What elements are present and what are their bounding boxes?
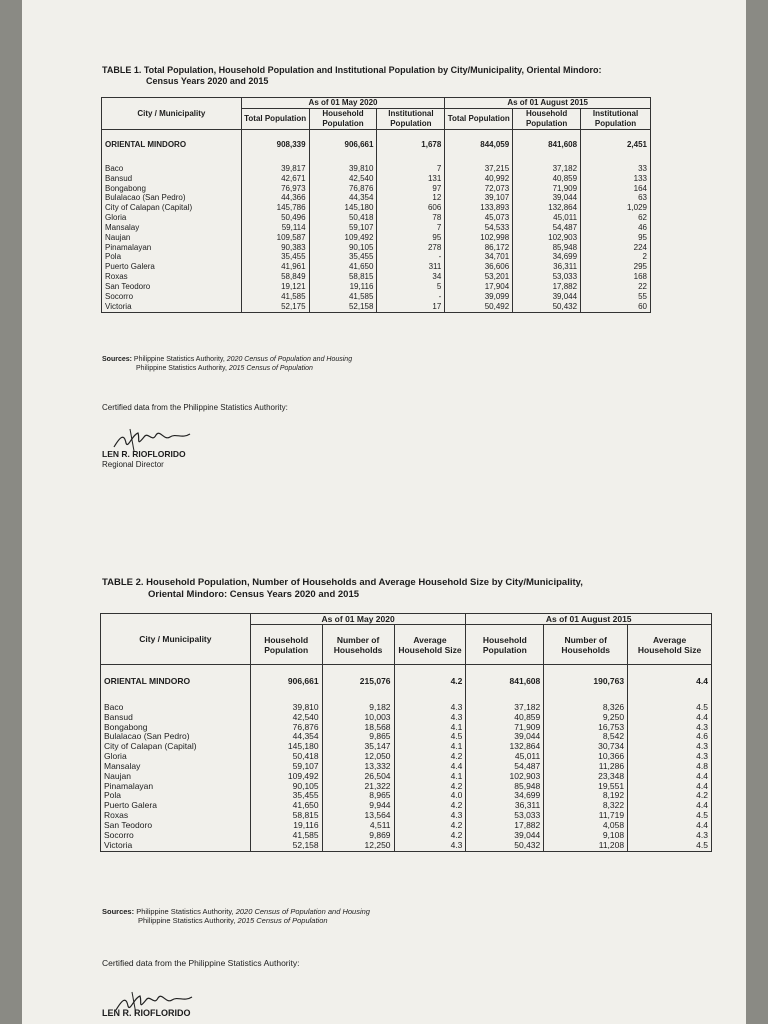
value-cell: 35,455 — [309, 252, 377, 262]
table1-header-2020: As of 01 May 2020 — [241, 98, 445, 109]
value-cell: 4.1 — [394, 723, 466, 733]
value-cell: 54,533 — [445, 223, 513, 233]
value-cell: 55 — [581, 292, 651, 302]
value-cell: 50,418 — [250, 752, 322, 762]
value-cell: 1,678 — [377, 140, 445, 150]
table2-caption-line2: Oriental Mindoro: Census Years 2020 and 2015 — [148, 589, 360, 600]
value-cell: 4.3 — [628, 723, 712, 733]
value-cell: 60 — [581, 302, 651, 312]
value-cell: 4.2 — [628, 791, 712, 801]
value-cell: 45,011 — [513, 213, 581, 223]
value-cell: 50,418 — [309, 213, 377, 223]
value-cell: 41,650 — [250, 801, 322, 811]
value-cell: 42,540 — [309, 174, 377, 184]
value-cell: 131 — [377, 174, 445, 184]
value-cell: 58,815 — [250, 811, 322, 821]
value-cell: 295 — [581, 262, 651, 272]
value-cell: 2 — [581, 252, 651, 262]
value-cell: 4.0 — [394, 791, 466, 801]
value-cell: 9,108 — [544, 831, 628, 841]
value-cell: 102,998 — [445, 233, 513, 243]
value-cell: 4.2 — [394, 782, 466, 792]
value-cell: 168 — [581, 272, 651, 282]
value-cell: 39,099 — [445, 292, 513, 302]
table2-source2-title: 2015 Census of Population — [237, 916, 328, 925]
value-cell: 4.3 — [394, 713, 466, 723]
value-cell: 40,859 — [466, 713, 544, 723]
value-cell: 145,180 — [250, 742, 322, 752]
table2-caption-line1: TABLE 2. Household Population, Number of Households and Average Household Size by City/Municipality, — [102, 577, 583, 588]
municipality-cell: Puerto Galera — [101, 801, 251, 811]
value-cell: 4.4 — [628, 677, 712, 687]
table2-header-2015: As of 01 August 2015 — [466, 614, 712, 625]
value-cell: 4.2 — [394, 677, 466, 687]
value-cell: 71,909 — [513, 184, 581, 194]
table1-header-household-2020: Household Population — [309, 109, 377, 130]
value-cell: 37,182 — [466, 703, 544, 713]
table-row — [102, 213, 651, 223]
municipality-cell: Bongabong — [102, 184, 242, 194]
value-cell: 45,011 — [466, 752, 544, 762]
value-cell: 50,432 — [513, 302, 581, 312]
value-cell: 12 — [377, 193, 445, 203]
value-cell: 132,864 — [466, 742, 544, 752]
municipality-cell: Victoria — [102, 302, 242, 312]
value-cell: 19,121 — [241, 282, 309, 292]
value-cell: 54,487 — [466, 762, 544, 772]
value-cell: 606 — [377, 203, 445, 213]
municipality-cell: Pola — [101, 791, 251, 801]
value-cell: 109,492 — [309, 233, 377, 243]
value-cell: 841,608 — [466, 677, 544, 687]
table1-body — [102, 130, 651, 313]
table2-body — [101, 665, 712, 852]
value-cell: 62 — [581, 213, 651, 223]
value-cell: 7 — [377, 223, 445, 233]
value-cell: 58,849 — [241, 272, 309, 282]
value-cell: 4.1 — [394, 742, 466, 752]
municipality-cell: San Teodoro — [101, 821, 251, 831]
value-cell: 19,551 — [544, 782, 628, 792]
municipality-cell: Naujan — [101, 772, 251, 782]
value-cell: 133,893 — [445, 203, 513, 213]
table2-header-hhpop-2020: Household Population — [250, 625, 322, 665]
value-cell: 39,817 — [241, 164, 309, 174]
value-cell: 39,044 — [466, 831, 544, 841]
value-cell: 41,585 — [241, 292, 309, 302]
value-cell: 9,182 — [322, 703, 394, 713]
municipality-cell: Mansalay — [101, 762, 251, 772]
spacer-row — [102, 130, 651, 141]
value-cell: 133 — [581, 174, 651, 184]
table2-header-avgsize-2020: Average Household Size — [394, 625, 466, 665]
value-cell: 76,876 — [250, 723, 322, 733]
table-row — [102, 164, 651, 174]
value-cell: 17,882 — [513, 282, 581, 292]
value-cell: 17,882 — [466, 821, 544, 831]
value-cell: 22 — [581, 282, 651, 292]
value-cell: 8,322 — [544, 801, 628, 811]
table-row — [102, 203, 651, 213]
value-cell: 190,763 — [544, 677, 628, 687]
value-cell: 278 — [377, 243, 445, 253]
value-cell: 46 — [581, 223, 651, 233]
value-cell: 8,192 — [544, 791, 628, 801]
table-row — [102, 262, 651, 272]
value-cell: 72,073 — [445, 184, 513, 194]
table2-signatory-name: LEN R. RIOFLORIDO — [102, 1008, 191, 1018]
table1-sources-label: Sources: — [102, 356, 132, 363]
table1-sources — [102, 355, 352, 373]
value-cell: 109,587 — [241, 233, 309, 243]
municipality-cell: Pinamalayan — [101, 782, 251, 792]
value-cell: 4.4 — [628, 772, 712, 782]
value-cell: 4.3 — [628, 742, 712, 752]
value-cell: 9,869 — [322, 831, 394, 841]
municipality-cell: San Teodoro — [102, 282, 242, 292]
value-cell: 4.3 — [628, 831, 712, 841]
table1 — [101, 97, 651, 313]
value-cell: 36,606 — [445, 262, 513, 272]
table-row — [102, 243, 651, 253]
table1-caption-line1: TABLE 1. Total Population, Household Population and Institutional Population by City/Municipality, Oriental Mindoro: — [102, 65, 602, 75]
value-cell: 12,250 — [322, 841, 394, 851]
value-cell: 34,699 — [513, 252, 581, 262]
value-cell: 34,701 — [445, 252, 513, 262]
municipality-cell: Pinamalayan — [102, 243, 242, 253]
table-row — [102, 223, 651, 233]
value-cell: 52,175 — [241, 302, 309, 312]
table2-header-hhpop-2015: Household Population — [466, 625, 544, 665]
value-cell: 9,944 — [322, 801, 394, 811]
value-cell: 21,322 — [322, 782, 394, 792]
table2-header-numhh-2020: Number of Households — [322, 625, 394, 665]
value-cell: 132,864 — [513, 203, 581, 213]
table1-caption — [102, 65, 662, 87]
value-cell: 145,786 — [241, 203, 309, 213]
value-cell: 4.5 — [394, 732, 466, 742]
value-cell: 10,366 — [544, 752, 628, 762]
value-cell: 4.3 — [628, 752, 712, 762]
value-cell: 4.3 — [394, 703, 466, 713]
value-cell: 4.3 — [394, 811, 466, 821]
table1-header-household-2015: Household Population — [513, 109, 581, 130]
value-cell: 39,044 — [466, 732, 544, 742]
value-cell: 9,250 — [544, 713, 628, 723]
value-cell: 63 — [581, 193, 651, 203]
value-cell: 41,585 — [250, 831, 322, 841]
value-cell: 4.5 — [628, 703, 712, 713]
value-cell: 34,699 — [466, 791, 544, 801]
municipality-cell: Pola — [102, 252, 242, 262]
municipality-cell: Roxas — [102, 272, 242, 282]
value-cell: 311 — [377, 262, 445, 272]
value-cell: 4.2 — [394, 801, 466, 811]
table1-signatory-title: Regional Director — [102, 460, 164, 469]
value-cell: 41,961 — [241, 262, 309, 272]
value-cell: 50,492 — [445, 302, 513, 312]
value-cell: 30,734 — [544, 742, 628, 752]
value-cell: 52,158 — [309, 302, 377, 312]
municipality-cell: Socorro — [101, 831, 251, 841]
value-cell: 145,180 — [309, 203, 377, 213]
value-cell: 102,903 — [513, 233, 581, 243]
table2-header-2020: As of 01 May 2020 — [250, 614, 466, 625]
value-cell: 1,029 — [581, 203, 651, 213]
document-page — [22, 0, 746, 1024]
value-cell: 4.4 — [628, 713, 712, 723]
value-cell: 90,105 — [250, 782, 322, 792]
value-cell: 39,044 — [513, 193, 581, 203]
value-cell: 23,348 — [544, 772, 628, 782]
value-cell: 109,492 — [250, 772, 322, 782]
value-cell: 4.2 — [394, 821, 466, 831]
value-cell: 54,487 — [513, 223, 581, 233]
table-row — [101, 841, 712, 851]
table1-source2-prefix: Philippine Statistics Authority, — [136, 365, 229, 372]
value-cell: 41,585 — [309, 292, 377, 302]
table-row — [102, 282, 651, 292]
value-cell: 42,671 — [241, 174, 309, 184]
value-cell: 50,432 — [466, 841, 544, 851]
table1-header-city: City / Municipality — [102, 98, 242, 130]
value-cell: 908,339 — [241, 140, 309, 150]
value-cell: 95 — [377, 233, 445, 243]
value-cell: 7 — [377, 164, 445, 174]
value-cell: 39,044 — [513, 292, 581, 302]
value-cell: 45,073 — [445, 213, 513, 223]
municipality-cell: Mansalay — [102, 223, 242, 233]
table2-sources-label: Sources: — [102, 907, 135, 916]
municipality-cell: Roxas — [101, 811, 251, 821]
table2 — [100, 613, 712, 852]
municipality-cell: Baco — [101, 703, 251, 713]
value-cell: 164 — [581, 184, 651, 194]
table2-header-avgsize-2015: Average Household Size — [628, 625, 712, 665]
table-row — [102, 184, 651, 194]
value-cell: 11,286 — [544, 762, 628, 772]
table2-header-city: City / Municipality — [101, 614, 251, 665]
value-cell: 33 — [581, 164, 651, 174]
value-cell: 39,107 — [445, 193, 513, 203]
value-cell: 9,865 — [322, 732, 394, 742]
value-cell: 35,147 — [322, 742, 394, 752]
value-cell: 4.4 — [628, 782, 712, 792]
table1-caption-line2: Census Years 2020 and 2015 — [146, 76, 269, 86]
value-cell: 19,116 — [250, 821, 322, 831]
municipality-cell: City of Calapan (Capital) — [102, 203, 242, 213]
value-cell: 11,208 — [544, 841, 628, 851]
value-cell: 4.1 — [394, 772, 466, 782]
municipality-cell: City of Calapan (Capital) — [101, 742, 251, 752]
table1-certified-text: Certified data from the Philippine Statistics Authority: — [102, 403, 288, 412]
table-row — [102, 272, 651, 282]
value-cell: 841,608 — [513, 140, 581, 150]
table2-source1-title: 2020 Census of Population and Housing — [235, 907, 370, 916]
table1-signatory-name: LEN R. RIOFLORIDO — [102, 449, 186, 459]
table1-source1-prefix: Philippine Statistics Authority, — [133, 356, 227, 363]
value-cell: 4.5 — [628, 841, 712, 851]
value-cell: 8,326 — [544, 703, 628, 713]
value-cell: 4.2 — [394, 831, 466, 841]
value-cell: 34 — [377, 272, 445, 282]
value-cell: 52,158 — [250, 841, 322, 851]
value-cell: 11,719 — [544, 811, 628, 821]
value-cell: 17,904 — [445, 282, 513, 292]
value-cell: 2,451 — [581, 140, 651, 150]
table2-source1-prefix: Philippine Statistics Authority, — [136, 907, 236, 916]
value-cell: 44,354 — [250, 732, 322, 742]
table1-source2-title: 2015 Census of Population — [228, 365, 313, 372]
table2-sources — [102, 907, 370, 925]
value-cell: 59,114 — [241, 223, 309, 233]
value-cell: 4.4 — [628, 821, 712, 831]
table1-header-institutional-2020: Institutional Population — [377, 109, 445, 130]
value-cell: 4.5 — [628, 811, 712, 821]
value-cell: - — [377, 292, 445, 302]
value-cell: 41,650 — [309, 262, 377, 272]
table-row — [102, 292, 651, 302]
value-cell: 844,059 — [445, 140, 513, 150]
value-cell: 215,076 — [322, 677, 394, 687]
value-cell: 10,003 — [322, 713, 394, 723]
value-cell: 58,815 — [309, 272, 377, 282]
municipality-cell: Socorro — [102, 292, 242, 302]
value-cell: - — [377, 252, 445, 262]
value-cell: 44,366 — [241, 193, 309, 203]
municipality-cell: Bulalacao (San Pedro) — [102, 193, 242, 203]
municipality-cell: Gloria — [101, 752, 251, 762]
value-cell: 53,201 — [445, 272, 513, 282]
value-cell: 95 — [581, 233, 651, 243]
value-cell: 906,661 — [250, 677, 322, 687]
table-row — [102, 302, 651, 312]
municipality-cell: Bansud — [101, 713, 251, 723]
value-cell: 35,455 — [250, 791, 322, 801]
value-cell: 4.4 — [628, 801, 712, 811]
table-row — [102, 233, 651, 243]
value-cell: 59,107 — [309, 223, 377, 233]
value-cell: 17 — [377, 302, 445, 312]
table-row — [102, 252, 651, 262]
value-cell: 37,182 — [513, 164, 581, 174]
value-cell: 4.3 — [394, 841, 466, 851]
value-cell: 26,504 — [322, 772, 394, 782]
value-cell: 4.2 — [394, 752, 466, 762]
value-cell: 39,810 — [309, 164, 377, 174]
value-cell: 53,033 — [466, 811, 544, 821]
value-cell: 40,859 — [513, 174, 581, 184]
value-cell: 42,540 — [250, 713, 322, 723]
value-cell: 37,215 — [445, 164, 513, 174]
spacer-row — [101, 687, 712, 703]
value-cell: 12,050 — [322, 752, 394, 762]
value-cell: 44,354 — [309, 193, 377, 203]
value-cell: 19,116 — [309, 282, 377, 292]
value-cell: 50,496 — [241, 213, 309, 223]
municipality-cell: Bongabong — [101, 723, 251, 733]
table1-header-total-2020: Total Population — [241, 109, 309, 130]
value-cell: 85,948 — [466, 782, 544, 792]
table-row — [102, 193, 651, 203]
value-cell: 4.6 — [628, 732, 712, 742]
spacer-row — [102, 150, 651, 164]
municipality-cell: Naujan — [102, 233, 242, 243]
value-cell: 36,311 — [513, 262, 581, 272]
table1-header-2015: As of 01 August 2015 — [445, 98, 651, 109]
table2-source2-prefix: Philippine Statistics Authority, — [138, 916, 238, 925]
value-cell: 76,876 — [309, 184, 377, 194]
value-cell: 906,661 — [309, 140, 377, 150]
value-cell: 4.8 — [628, 762, 712, 772]
municipality-cell: ORIENTAL MINDORO — [102, 140, 242, 150]
municipality-cell: Puerto Galera — [102, 262, 242, 272]
value-cell: 8,542 — [544, 732, 628, 742]
table2-header-numhh-2015: Number of Households — [544, 625, 628, 665]
value-cell: 4,511 — [322, 821, 394, 831]
value-cell: 16,753 — [544, 723, 628, 733]
municipality-cell: Baco — [102, 164, 242, 174]
value-cell: 102,903 — [466, 772, 544, 782]
value-cell: 53,033 — [513, 272, 581, 282]
province-total-row — [102, 140, 651, 150]
value-cell: 39,810 — [250, 703, 322, 713]
table2-certified-text: Certified data from the Philippine Statistics Authority: — [102, 958, 300, 968]
value-cell: 90,105 — [309, 243, 377, 253]
value-cell: 4.4 — [394, 762, 466, 772]
table-row — [102, 174, 651, 184]
value-cell: 71,909 — [466, 723, 544, 733]
value-cell: 36,311 — [466, 801, 544, 811]
value-cell: 76,973 — [241, 184, 309, 194]
value-cell: 13,332 — [322, 762, 394, 772]
table1-header-total-2015: Total Population — [445, 109, 513, 130]
value-cell: 224 — [581, 243, 651, 253]
value-cell: 35,455 — [241, 252, 309, 262]
table2-caption — [102, 577, 702, 601]
value-cell: 86,172 — [445, 243, 513, 253]
value-cell: 59,107 — [250, 762, 322, 772]
value-cell: 4,058 — [544, 821, 628, 831]
value-cell: 85,948 — [513, 243, 581, 253]
value-cell: 13,564 — [322, 811, 394, 821]
municipality-cell: Bulalacao (San Pedro) — [101, 732, 251, 742]
value-cell: 5 — [377, 282, 445, 292]
province-total-row — [101, 677, 712, 687]
municipality-cell: Victoria — [101, 841, 251, 851]
value-cell: 97 — [377, 184, 445, 194]
value-cell: 78 — [377, 213, 445, 223]
table1-header-institutional-2015: Institutional Population — [581, 109, 651, 130]
table1-source1-title: 2020 Census of Population and Housing — [226, 356, 353, 363]
value-cell: 18,568 — [322, 723, 394, 733]
municipality-cell: Bansud — [102, 174, 242, 184]
value-cell: 90,383 — [241, 243, 309, 253]
value-cell: 40,992 — [445, 174, 513, 184]
value-cell: 8,965 — [322, 791, 394, 801]
municipality-cell: ORIENTAL MINDORO — [101, 677, 251, 687]
municipality-cell: Gloria — [102, 213, 242, 223]
